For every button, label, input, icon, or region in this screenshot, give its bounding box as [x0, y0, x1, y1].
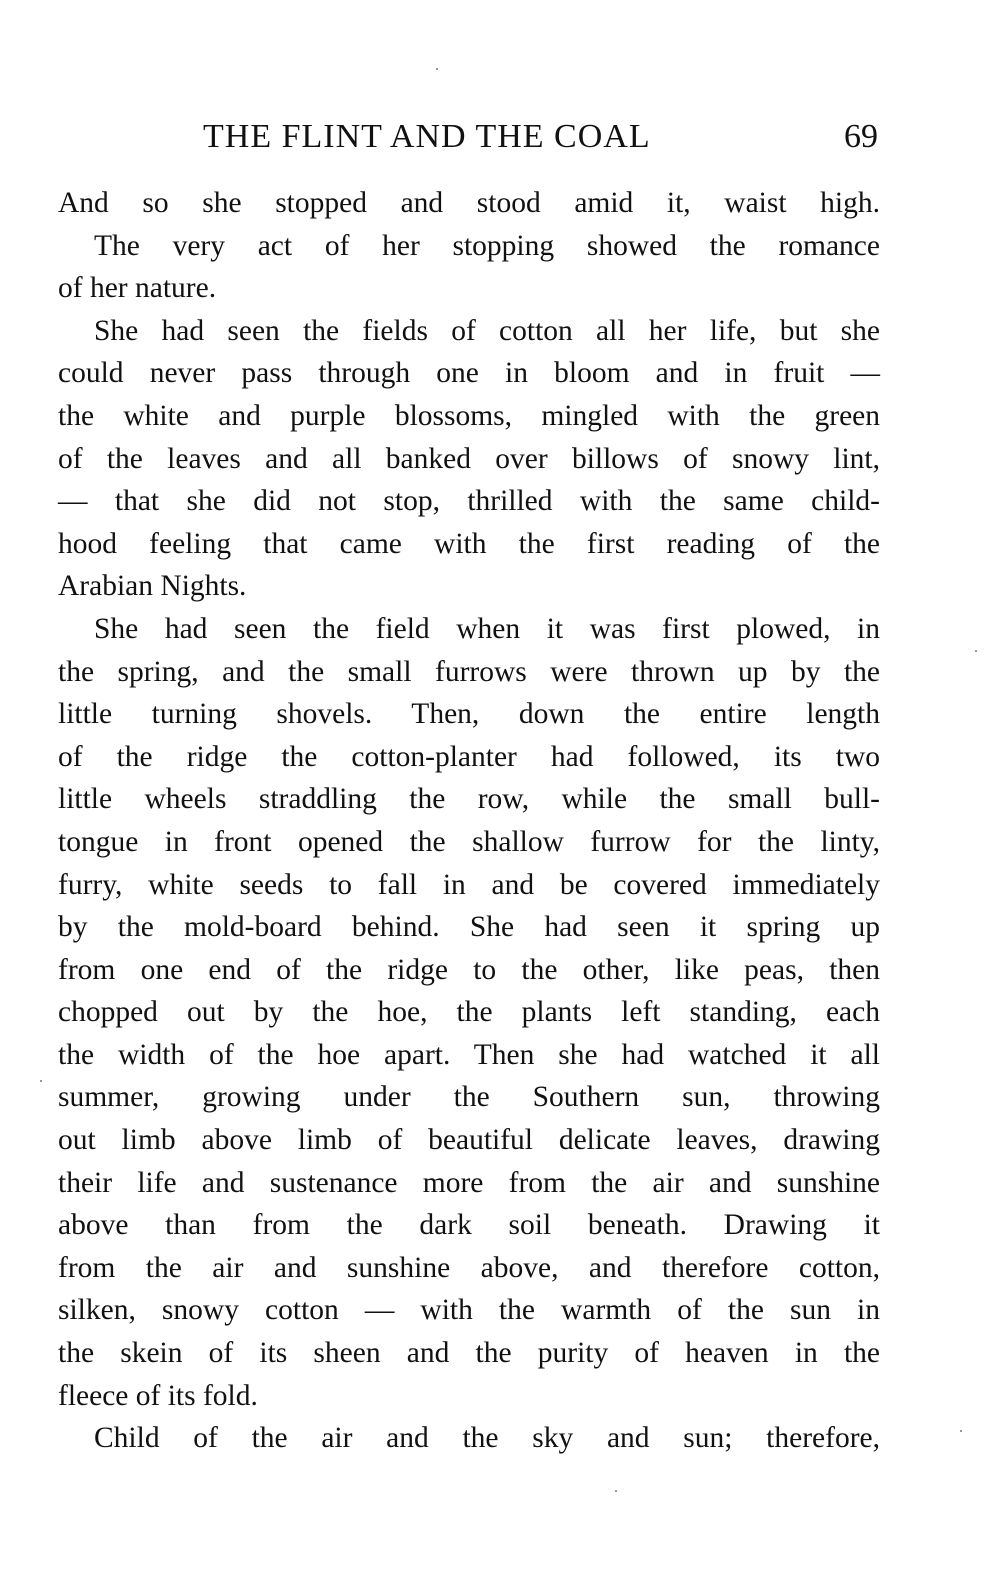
text-line: silken, snowy cotton — with the warmth of the sun in: [58, 1294, 880, 1327]
text-line: And so she stopped and stood amid it, waist high.: [58, 187, 880, 219]
text-line: furry, white seeds to fall in and be covered immediately: [58, 868, 880, 901]
text-line: the white and purple blossoms, mingled with the green: [58, 399, 880, 432]
text-line: could never pass through one in bloom and in fruit —: [58, 357, 880, 390]
text-line: above than from the dark soil beneath. Drawing it: [58, 1209, 880, 1242]
text-line: their life and sustenance more from the air and sunshine: [58, 1166, 880, 1199]
page-header: [58, 112, 880, 162]
text-line: She had seen the fields of cotton all her life, but she: [94, 314, 880, 347]
body-text: [58, 182, 880, 1460]
text-line: of the ridge the cotton-planter had followed, its two: [58, 740, 880, 773]
text-line: the spring, and the small furrows were thrown up by the: [58, 655, 880, 688]
text-line: from the air and sunshine above, and therefore cotton,: [58, 1251, 880, 1284]
text-line: of her nature.: [58, 272, 217, 305]
text-line: of the leaves and all banked over billows of snowy lint,: [58, 442, 880, 475]
text-line: summer, growing under the Southern sun, throwing: [58, 1081, 880, 1114]
text-line: The very act of her stopping showed the romance: [94, 229, 880, 262]
text-line: by the mold-board behind. She had seen it spring up: [58, 911, 880, 944]
scan-speck: [975, 650, 977, 652]
text-line: She had seen the field when it was first plowed, in: [94, 612, 880, 645]
page-number: 69: [844, 118, 878, 155]
running-title: THE FLINT AND THE COAL: [203, 118, 651, 155]
text-line: — that she did not stop, thrilled with the same child-: [58, 485, 880, 518]
text-line: tongue in front opened the shallow furrow for the linty,: [58, 825, 880, 858]
text-line: out limb above limb of beautiful delicate leaves, drawing: [58, 1124, 880, 1157]
text-line: from one end of the ridge to the other, like peas, then: [58, 953, 880, 986]
text-line: chopped out by the hoe, the plants left standing, each: [58, 996, 880, 1029]
text-line: little turning shovels. Then, down the entire length: [58, 698, 880, 731]
scan-speck: [40, 1080, 42, 1082]
text-line: little wheels straddling the row, while the small bull-: [58, 783, 880, 816]
text-line: Child of the air and the sky and sun; therefore,: [94, 1422, 880, 1455]
scan-speck: [615, 1490, 617, 1492]
text-line: hood feeling that came with the first reading of the: [58, 527, 880, 560]
text-line: Arabian Nights.: [58, 570, 247, 603]
text-line: fleece of its fold.: [58, 1379, 258, 1412]
scan-speck: [960, 1430, 962, 1432]
scan-speck: [436, 68, 438, 70]
text-line: the width of the hoe apart. Then she had watched it all: [58, 1038, 880, 1071]
text-line: the skein of its sheen and the purity of heaven in the: [58, 1337, 880, 1370]
